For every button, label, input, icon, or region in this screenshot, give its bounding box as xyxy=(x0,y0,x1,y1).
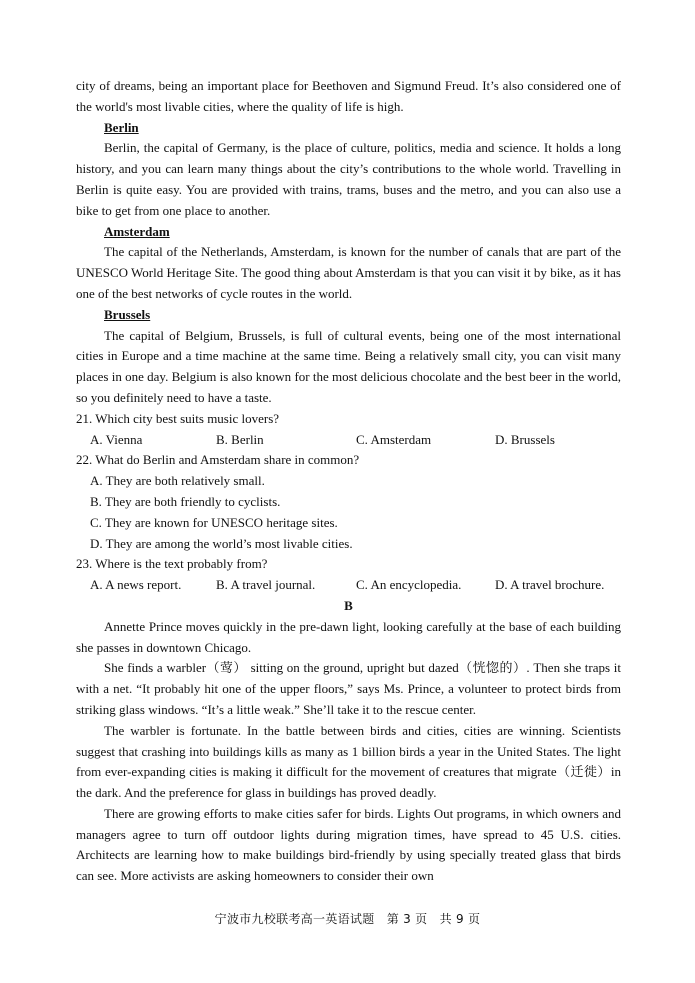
passage-b-paragraph-4: There are growing efforts to make cities safer for birds. Lights Out programs, in which owners and managers agree to turn off outdoor lights during migration times, have spread to 45 U.S. cities. Architects are learning how to make buildings bird-friendly by using specially treated glass that birds can see. More activists are asking homeowners to consider their own xyxy=(76,805,621,884)
berlin-paragraph: Berlin, the capital of Germany, is the place of culture, politics, media and science. It holds a long history, and you can learn many things about the city’s contributions to the whole world. Travelling in Berlin is quite easy. You are provided with trains, trams, buses and the metro, and you can also use a bike to get from one place to another. xyxy=(76,140,621,218)
question-21-options xyxy=(90,430,621,451)
question-22-option-b: B. They are both friendly to cyclists. xyxy=(90,493,281,509)
question-23-option-b: B. A travel journal. xyxy=(216,577,316,593)
question-23-options xyxy=(90,575,621,596)
passage-b-paragraph-3: The warbler is fortunate. In the battle between birds and cities, cities are winning. Scientists suggest that crashing into buildings kills as many as 1 billion birds a year in the United States. The light from ever-expanding cities is making it difficult for the movement of creatures that migrate（迁徙）in the dark. And the preference for glass in buildings has proved deadly. xyxy=(76,722,621,801)
amsterdam-heading: Amsterdam xyxy=(104,223,170,239)
question-22-stem: 22. What do Berlin and Amsterdam share in common? xyxy=(76,452,360,468)
question-21-option-d: D. Brussels xyxy=(495,431,555,447)
question-21-option-a: A. Vienna xyxy=(90,431,143,447)
brussels-paragraph: The capital of Belgium, Brussels, is full of cultural events, being one of the most international cities in Europe and a time machine at the same time. Being a relatively small city, you can visit many places in one day. Belgium is also known for the most delicious chocolate and the best beer in the world, so you definitely need to have a taste. xyxy=(76,327,621,405)
passage-b-paragraph-1: Annette Prince moves quickly in the pre-dawn light, looking carefully at the base of each building she passes in downtown Chicago. xyxy=(76,618,621,655)
berlin-heading: Berlin xyxy=(104,119,139,135)
question-21-stem: 21. Which city best suits music lovers? xyxy=(76,410,280,426)
question-23-option-a: A. A news report. xyxy=(90,577,182,593)
section-b-label: B xyxy=(344,597,353,613)
question-21-option-b: B. Berlin xyxy=(216,431,264,447)
question-22-option-a: A. They are both relatively small. xyxy=(90,473,265,489)
footer-page-number: 第 3 页 xyxy=(386,912,428,926)
vienna-paragraph-end: city of dreams, being an important place for Beethoven and Sigmund Freud. It’s also considered one of the world's most livable cities, where the quality of life is high. xyxy=(76,78,621,114)
question-23-option-d: D. A travel brochure. xyxy=(495,577,605,593)
question-22-option-d: D. They are among the world’s most livable cities. xyxy=(90,535,353,551)
page-footer xyxy=(0,911,695,927)
passage-b-paragraph-2: She finds a warbler（莺） sitting on the ground, upright but dazed（恍惚的）. Then she traps it with a net. “It probably hit one of the upper floors,” says Ms. Prince, a volunteer to protect birds from striking glass windows. “It’s a little weak.” She’ll take it to the rescue center. xyxy=(76,660,621,717)
amsterdam-paragraph: The capital of the Netherlands, Amsterdam, is known for the number of canals that are part of the UNESCO World Heritage Site. The good thing about Amsterdam is that you can visit it by bike, as it has one of the best networks of cycle routes in the world. xyxy=(76,244,621,301)
page-content xyxy=(76,76,621,887)
question-22-option-c: C. They are known for UNESCO heritage sites. xyxy=(90,514,338,530)
footer-total-pages: 共 9 页 xyxy=(439,912,481,926)
footer-exam-title: 宁波市九校联考高一英语试题 xyxy=(214,912,375,926)
question-23-stem: 23. Where is the text probably from? xyxy=(76,556,268,572)
question-23-option-c: C. An encyclopedia. xyxy=(356,577,462,593)
brussels-heading: Brussels xyxy=(104,306,151,322)
question-21-option-c: C. Amsterdam xyxy=(356,431,432,447)
